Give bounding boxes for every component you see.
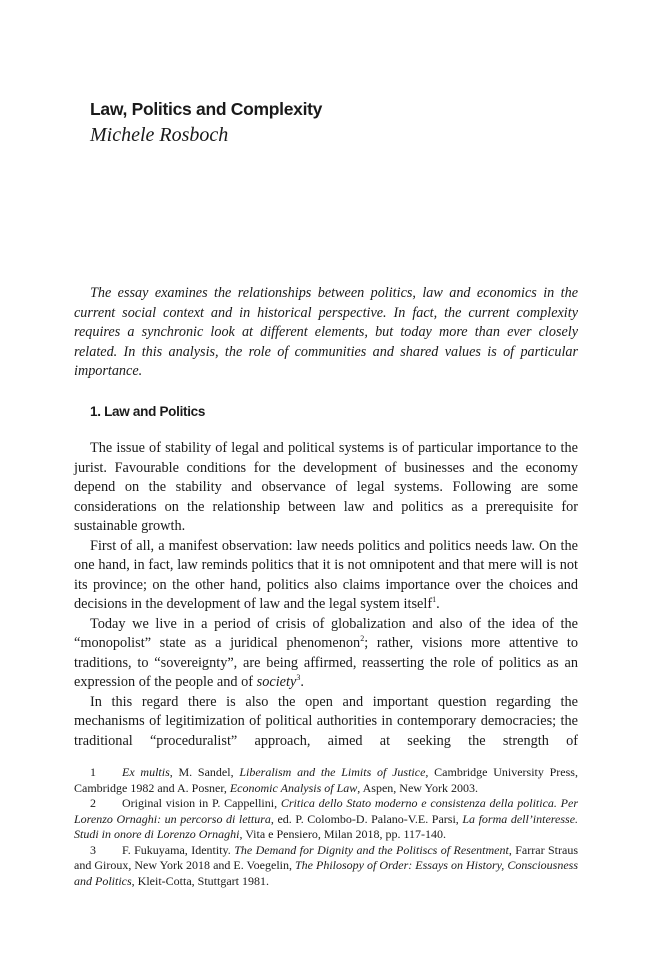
footnote-italic: La forma dell’interesse. Studi in onore di Lorenzo Ornaghi bbox=[74, 811, 579, 841]
footnote-text: Cambridge University Press, Cambridge 1982 and A. Posner, bbox=[74, 765, 578, 795]
paragraph-4: In this regard there is also the open and important question regarding the mechanisms of legitimization of political authorities in contemporary democracies; the traditional “proceduralist” approach, aimed at seeking the strength of bbox=[74, 693, 578, 749]
footnote-text: , M. Sandel, bbox=[169, 765, 240, 779]
paragraph-3-italic: society bbox=[256, 674, 297, 690]
body-text bbox=[74, 439, 578, 751]
abstract: The essay examines the relationships between politics, law and economics in the current social context and in historical perspective. In fact, the current complexity requires a synchronic look at different elements, but today more than ever closely related. In this analysis, the role of communities and shared values is of particular importance. bbox=[74, 285, 578, 379]
footnote-italic: Economic Analysis of Law bbox=[229, 780, 358, 795]
footnote-text: Original vision in P. Cappellini, bbox=[122, 796, 281, 810]
footnotes bbox=[74, 765, 578, 889]
paragraph-3 bbox=[74, 615, 578, 693]
footnote-text: , ed. P. Colombo-D. Palano-V.E. Parsi, bbox=[270, 811, 463, 826]
footnote-text: , Vita e Pensiero, Milan 2018, pp. 117-140. bbox=[239, 827, 447, 841]
paragraph-2 bbox=[74, 537, 578, 615]
paragraph-2-text: First of all, a manifest observation: law needs politics and politics needs law. On the one hand, in fact, law reminds politics that it is not omnipotent and that mere will is not its province; on the other hand, politics also claims importance over the choices and decisions in the development of law and the legal system itself bbox=[74, 537, 578, 612]
footnote-ref-3[interactable]: 3 bbox=[296, 673, 301, 683]
footnote-italic: Ex multis bbox=[122, 765, 170, 779]
article-author: Michele Rosboch bbox=[90, 124, 229, 146]
footnote-number: 2 bbox=[90, 796, 96, 810]
footnote-number: 3 bbox=[90, 842, 96, 857]
footnote-italic: The Philosopy of Order: Essays on History, Consciousness and Politics bbox=[74, 858, 578, 888]
footnote-italic: Critica dello Stato moderno e consistenza della politica. Per Lorenzo Ornaghi: un percorso di lettura bbox=[74, 796, 578, 826]
footnote-italic: Liberalism and the Limits of Justice, bbox=[239, 765, 429, 779]
footnote-italic: The Demand for Dignity and the Politiscs of Resentment bbox=[234, 842, 509, 857]
article-title: Law, Politics and Complexity bbox=[90, 99, 323, 119]
footnote-text: , Farrar Straus and Giroux, New York 2018 and E. Voegelin, bbox=[74, 842, 578, 872]
paragraph-3-text-b: ; rather, visions more attentive to traditions, to “sovereignty”, are being affirmed, reasserting the role of politics as an expression of the people and of bbox=[74, 635, 578, 690]
section-heading: 1. Law and Politics bbox=[90, 404, 206, 419]
footnote-3 bbox=[74, 843, 578, 890]
footnote-text: F. Fukuyama, Identity. bbox=[122, 842, 235, 857]
footnote-text: , Kleit-Cotta, Stuttgart 1981. bbox=[131, 873, 269, 888]
footnote-ref-2[interactable]: 2 bbox=[360, 634, 365, 644]
paragraph-1: The issue of stability of legal and political systems is of particular importance to the jurist. Favourable conditions for the development of businesses and the economy depend on the stability and observance of legal systems. Following are some considerations on the relationship between law and politics as a prerequisite for sustainable growth. bbox=[74, 440, 578, 534]
footnote-2 bbox=[74, 796, 578, 843]
footnote-number: 1 bbox=[90, 765, 96, 779]
footnote-1 bbox=[74, 765, 578, 796]
paragraph-3-text-a: Today we live in a period of crisis of globalization and also of the idea of the “monopolist” state as a juridical phenomenon bbox=[74, 615, 578, 651]
footnote-text: , Aspen, New York 2003. bbox=[357, 780, 478, 795]
paragraph-2-end: . bbox=[436, 596, 440, 612]
paragraph-3-end: . bbox=[300, 674, 304, 690]
footnote-ref-1[interactable]: 1 bbox=[432, 595, 437, 605]
